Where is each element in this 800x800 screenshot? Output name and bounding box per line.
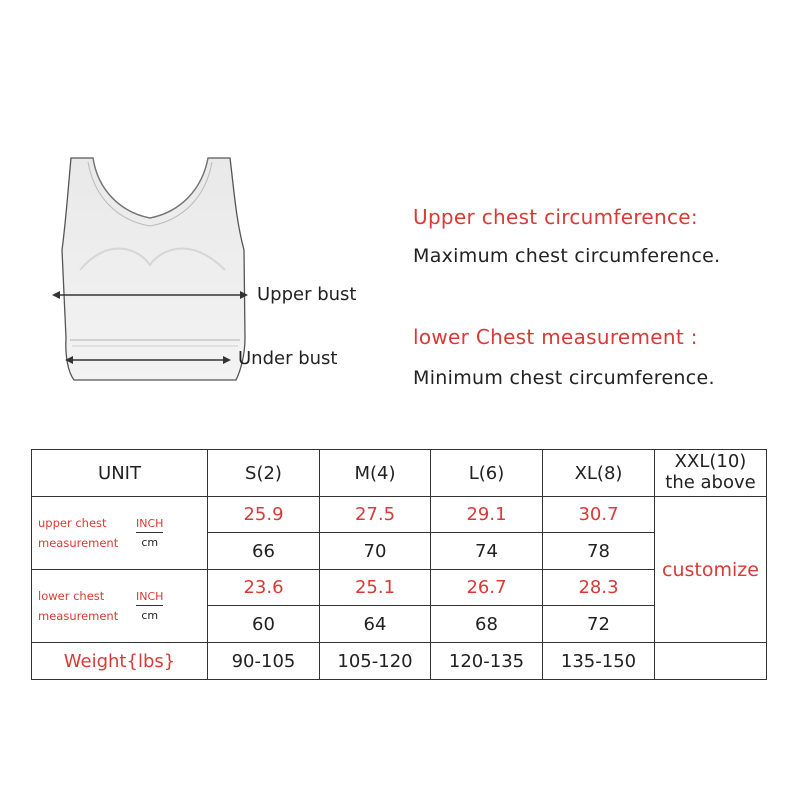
upper-chest-heading: Upper chest circumference: (413, 205, 698, 229)
table-cell: 29.1 (431, 497, 543, 533)
table-cell: 25.1 (320, 570, 431, 606)
size-header: XL(8) (543, 450, 655, 497)
size-header-xxl (655, 450, 767, 497)
lower-chest-description: Minimum chest circumference. (413, 367, 715, 389)
table-cell: 23.6 (208, 570, 320, 606)
under-bust-arrow (63, 352, 233, 368)
table-cell-empty (655, 643, 767, 680)
lower-chest-heading: lower Chest measurement : (413, 325, 698, 349)
cm-unit: cm (141, 609, 159, 622)
upper-chest-row-header (32, 497, 208, 570)
row-label: measurement (38, 536, 119, 550)
above-label: the above (665, 472, 756, 493)
table-row (32, 497, 767, 533)
table-header-row (32, 450, 767, 497)
table-cell: 25.9 (208, 497, 320, 533)
table-cell: 60 (208, 606, 320, 643)
table-cell: 135-150 (543, 643, 655, 680)
table-cell: 30.7 (543, 497, 655, 533)
table-row (32, 643, 767, 680)
upper-chest-description: Maximum chest circumference. (413, 245, 721, 267)
table-cell: 90-105 (208, 643, 320, 680)
size-header: L(6) (431, 450, 543, 497)
table-cell: 26.7 (431, 570, 543, 606)
under-bust-label: Under bust (238, 348, 338, 369)
row-label: measurement (38, 609, 119, 623)
table-cell: 72 (543, 606, 655, 643)
row-label: upper chest (38, 515, 107, 530)
inch-unit: INCH (136, 590, 163, 606)
size-chart-table (31, 449, 767, 680)
table-cell: 78 (543, 533, 655, 570)
row-label: lower chest (38, 588, 105, 603)
upper-bust-label: Upper bust (257, 284, 357, 305)
table-cell: 74 (431, 533, 543, 570)
cm-unit: cm (141, 536, 159, 549)
table-cell: 64 (320, 606, 431, 643)
table-cell: 66 (208, 533, 320, 570)
table-cell: 28.3 (543, 570, 655, 606)
inch-unit: INCH (136, 517, 163, 533)
unit-header: UNIT (32, 450, 208, 497)
upper-bust-arrow (50, 287, 250, 303)
customize-cell: customize (655, 497, 767, 643)
size-header: S(2) (208, 450, 320, 497)
lower-chest-row-header (32, 570, 208, 643)
table-cell: 105-120 (320, 643, 431, 680)
table-cell: 70 (320, 533, 431, 570)
xxl-label: XXL(10) (674, 451, 747, 473)
table-cell: 120-135 (431, 643, 543, 680)
weight-label: Weight{lbs} (32, 643, 208, 680)
table-cell: 27.5 (320, 497, 431, 533)
table-cell: 68 (431, 606, 543, 643)
size-header: M(4) (320, 450, 431, 497)
